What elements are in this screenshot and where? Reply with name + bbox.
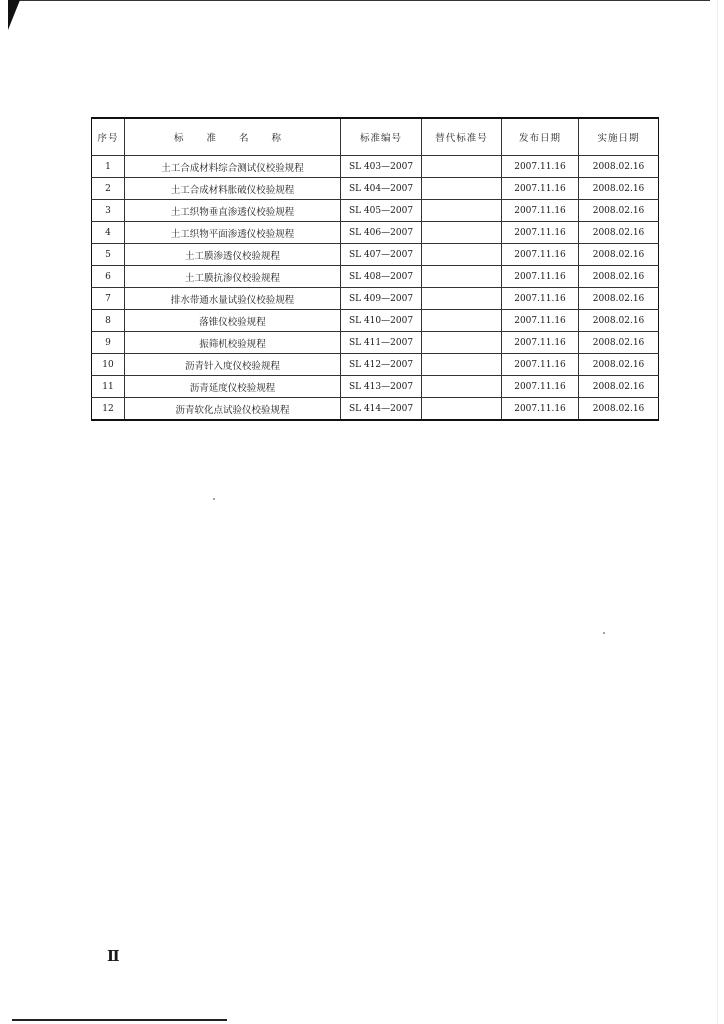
cell-issued: 2007.11.16 — [502, 178, 579, 200]
scan-top-edge — [10, 0, 710, 1]
cell-seq: 1 — [92, 156, 125, 178]
cell-replaced — [422, 178, 502, 200]
header-issued: 发布日期 — [502, 118, 579, 156]
standards-table — [91, 117, 659, 421]
cell-name: 排水带通水量试验仪校验规程 — [125, 288, 341, 310]
cell-code: SL 407—2007 — [341, 244, 422, 266]
cell-code: SL 403—2007 — [341, 156, 422, 178]
header-code: 标准编号 — [341, 118, 422, 156]
scan-right-edge — [717, 0, 718, 1024]
cell-effective: 2008.02.16 — [579, 376, 659, 398]
cell-code: SL 410—2007 — [341, 310, 422, 332]
cell-code: SL 412—2007 — [341, 354, 422, 376]
cell-issued: 2007.11.16 — [502, 332, 579, 354]
scan-bottom-edge — [12, 1019, 227, 1021]
table-row — [92, 398, 659, 421]
cell-name: 落锥仪校验规程 — [125, 310, 341, 332]
cell-replaced — [422, 376, 502, 398]
header-seq: 序号 — [92, 118, 125, 156]
cell-seq: 3 — [92, 200, 125, 222]
cell-seq: 8 — [92, 310, 125, 332]
cell-issued: 2007.11.16 — [502, 222, 579, 244]
cell-effective: 2008.02.16 — [579, 354, 659, 376]
cell-replaced — [422, 332, 502, 354]
table-row — [92, 354, 659, 376]
cell-issued: 2007.11.16 — [502, 354, 579, 376]
header-effective: 实施日期 — [579, 118, 659, 156]
cell-replaced — [422, 244, 502, 266]
cell-issued: 2007.11.16 — [502, 376, 579, 398]
cell-issued: 2007.11.16 — [502, 266, 579, 288]
table-row — [92, 266, 659, 288]
cell-name: 沥青软化点试验仪校验规程 — [125, 398, 341, 421]
cell-name: 沥青针入度仪校验规程 — [125, 354, 341, 376]
cell-seq: 12 — [92, 398, 125, 421]
cell-replaced — [422, 156, 502, 178]
cell-replaced — [422, 222, 502, 244]
cell-replaced — [422, 266, 502, 288]
cell-code: SL 406—2007 — [341, 222, 422, 244]
cell-code: SL 411—2007 — [341, 332, 422, 354]
cell-code: SL 414—2007 — [341, 398, 422, 421]
cell-seq: 2 — [92, 178, 125, 200]
cell-seq: 9 — [92, 332, 125, 354]
cell-code: SL 408—2007 — [341, 266, 422, 288]
cell-replaced — [422, 354, 502, 376]
cell-name: 土工织物垂直渗透仪校验规程 — [125, 200, 341, 222]
table-row — [92, 288, 659, 310]
cell-code: SL 405—2007 — [341, 200, 422, 222]
table-header-row — [92, 118, 659, 156]
cell-seq: 7 — [92, 288, 125, 310]
cell-effective: 2008.02.16 — [579, 222, 659, 244]
cell-code: SL 404—2007 — [341, 178, 422, 200]
table-row — [92, 222, 659, 244]
cell-effective: 2008.02.16 — [579, 310, 659, 332]
cell-issued: 2007.11.16 — [502, 398, 579, 421]
cell-name: 土工合成材料胀破仪校验规程 — [125, 178, 341, 200]
cell-name: 土工合成材料综合测试仪校验规程 — [125, 156, 341, 178]
table-row — [92, 376, 659, 398]
table-row — [92, 156, 659, 178]
table-row — [92, 310, 659, 332]
cell-name: 土工膜抗渗仪校验规程 — [125, 266, 341, 288]
scan-speck — [213, 498, 215, 500]
cell-effective: 2008.02.16 — [579, 332, 659, 354]
cell-code: SL 409—2007 — [341, 288, 422, 310]
table-row — [92, 200, 659, 222]
cell-effective: 2008.02.16 — [579, 244, 659, 266]
cell-issued: 2007.11.16 — [502, 310, 579, 332]
table-row — [92, 244, 659, 266]
scan-corner-mark — [8, 0, 20, 30]
cell-seq: 4 — [92, 222, 125, 244]
cell-effective: 2008.02.16 — [579, 156, 659, 178]
cell-effective: 2008.02.16 — [579, 266, 659, 288]
cell-issued: 2007.11.16 — [502, 288, 579, 310]
table-row — [92, 178, 659, 200]
header-replaced: 替代标准号 — [422, 118, 502, 156]
cell-seq: 11 — [92, 376, 125, 398]
cell-code: SL 413—2007 — [341, 376, 422, 398]
cell-replaced — [422, 310, 502, 332]
cell-effective: 2008.02.16 — [579, 200, 659, 222]
cell-seq: 5 — [92, 244, 125, 266]
page-number: Ⅱ — [107, 947, 120, 965]
cell-name: 土工织物平面渗透仪校验规程 — [125, 222, 341, 244]
cell-name: 沥青延度仪校验规程 — [125, 376, 341, 398]
table-row — [92, 332, 659, 354]
cell-name: 振筛机校验规程 — [125, 332, 341, 354]
cell-issued: 2007.11.16 — [502, 200, 579, 222]
cell-replaced — [422, 288, 502, 310]
cell-seq: 10 — [92, 354, 125, 376]
cell-seq: 6 — [92, 266, 125, 288]
cell-replaced — [422, 200, 502, 222]
cell-replaced — [422, 398, 502, 421]
cell-issued: 2007.11.16 — [502, 244, 579, 266]
cell-effective: 2008.02.16 — [579, 288, 659, 310]
cell-effective: 2008.02.16 — [579, 178, 659, 200]
cell-issued: 2007.11.16 — [502, 156, 579, 178]
cell-effective: 2008.02.16 — [579, 398, 659, 421]
scan-speck — [603, 632, 605, 634]
header-name: 标 准 名 称 — [125, 118, 341, 156]
cell-name: 土工膜渗透仪校验规程 — [125, 244, 341, 266]
